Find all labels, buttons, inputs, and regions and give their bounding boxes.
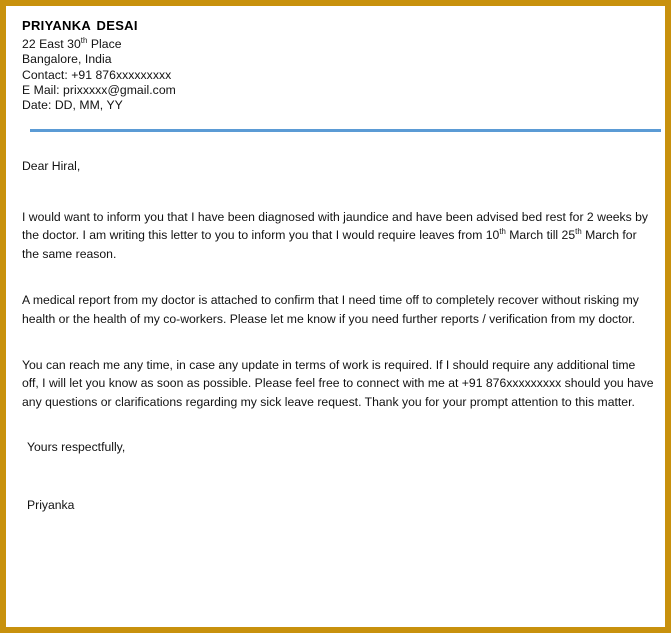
letter-sheet [6, 6, 665, 627]
address-street-ordinal-suffix: th [80, 35, 88, 45]
closing-line: Yours respectfully, [27, 440, 126, 455]
address-line-city: Bangalore, India [22, 52, 112, 67]
letter-body [22, 158, 662, 513]
paragraph-availability: You can reach me any time, in case any update in terms of work is required. If I should require any additional time off, I will let you know as soon as possible. Please feel free to connect with me at +91 876xxxxxxxxx should you have any questions or clarifications regarding my sick leave request. Thank you for your prompt attention to this matter. [22, 358, 654, 409]
paragraph-medical-report: A medical report from my doctor is attached to confirm that I need time off to completely recover without risking my health or the health of my co-workers. Please let me know if you need further reports / verification from my doctor. [22, 293, 639, 326]
letterhead [6, 6, 665, 114]
contact-line: Contact: +91 876xxxxxxxxx [22, 67, 172, 82]
paragraph-1-segment-1: I would want to inform you that I have been diagnosed with jaundice and have been advised bed rest for 2 weeks by the doctor. I am writing this letter to you to inform you that I would require leaves from 10 [22, 210, 649, 243]
signature-name: Priyanka [27, 498, 75, 513]
header-divider-rule [30, 129, 661, 132]
date-line: Date: DD, MM, YY [22, 98, 123, 113]
paragraph-diagnosis [22, 208, 654, 263]
address-line-street [22, 37, 665, 52]
address-street-text: 22 East 30 [22, 36, 81, 51]
address-street-tail: Place [87, 36, 122, 51]
paragraph-1-segment-3: March for the same reason. [22, 228, 637, 261]
leave-start-ordinal-suffix: th [499, 227, 506, 237]
email-line: E Mail: prixxxxx@gmail.com [22, 82, 176, 97]
sender-name: priyanka desai [22, 13, 138, 34]
leave-end-ordinal-suffix: th [575, 227, 582, 237]
paragraph-1-segment-2: March till 25 [505, 228, 576, 243]
salutation: Dear Hiral, [22, 159, 81, 173]
